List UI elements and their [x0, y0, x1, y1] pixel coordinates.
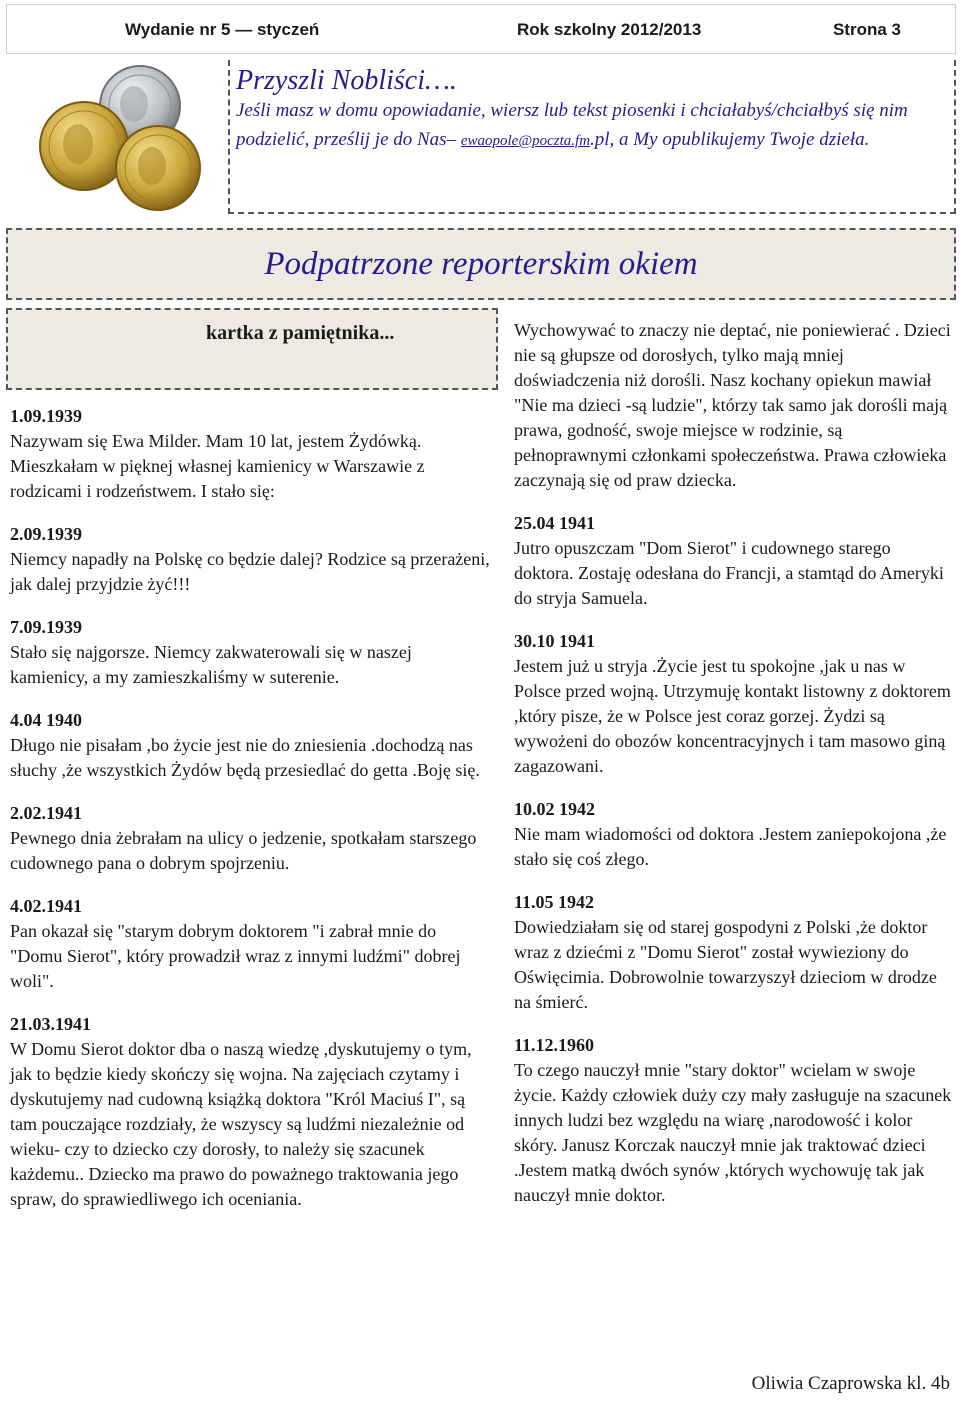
entry-text: Pewnego dnia żebrałam na ulicy o jedzenie, spotkałam starszego cudownego pana o dobrym spojrzeniu.	[10, 828, 477, 873]
diary-entry	[514, 318, 954, 493]
entry-text: Nazywam się Ewa Milder. Mam 10 lat, jestem Żydówką. Mieszkałam w pięknej własnej kamienicy w Warszawie z rodzicami i rodzeństwem. I stało się:	[10, 431, 425, 501]
email-link[interactable]: ewaopole@poczta.fm	[460, 133, 591, 149]
diary-header-box	[6, 308, 498, 390]
section-title: Podpatrzone reporterskim okiem	[264, 246, 698, 282]
entry-date: 4.02.1941	[10, 896, 82, 916]
nobel-text-end: .pl, a My opublikujemy Twoje dzieła.	[590, 129, 870, 150]
diary-entry	[514, 1033, 954, 1208]
entry-date: 21.03.1941	[10, 1014, 91, 1034]
diary-entry	[10, 801, 490, 876]
diary-entry	[514, 511, 954, 611]
entry-date: 30.10 1941	[514, 631, 595, 651]
entry-date: 7.09.1939	[10, 617, 82, 637]
entry-date: 1.09.1939	[10, 406, 82, 426]
diary-entry	[10, 894, 490, 994]
diary-header-title: kartka z pamiętnika...	[206, 322, 395, 344]
entry-text: Jutro opuszczam "Dom Sierot" i cudownego starego doktora. Zostaję odesłana do Francji, a stamtąd do Ameryki do stryja Samuela.	[514, 538, 944, 608]
diary-entry	[10, 708, 490, 783]
nobel-title: Przyszli Nobliści….	[236, 65, 457, 96]
entry-date: 4.04 1940	[10, 710, 82, 730]
article-author: Oliwia Czaprowska kl. 4b	[751, 1373, 950, 1394]
entry-text: W Domu Sierot doktor dba o naszą wiedzę ,dyskutujemy o tym, jak to będzie kiedy skończy się wojna. Na zajęciach czytamy i dyskutujemy nad cudowną książką doktora "Król Maciuś I", są tam pouczające rozdziały, że wszyscy są ludźmi niezależnie od wieku- czy to dziecko czy dorosły, to należy się szacunek każdemu.. Dziecko ma prawo do poważnego traktowania jego spraw, do sprawiedliwego ich oceniania.	[10, 1039, 472, 1209]
diary-entry	[514, 629, 954, 779]
entry-text: Wychowywać to znaczy nie deptać, nie poniewierać . Dzieci nie są głupsze od dorosłych, tylko mają mniej doświadczenia niż dorośli. Nasz kochany opiekun mawiał "Nie ma dzieci -są ludzie", którzy tak samo jak dorośli mają prawa, godność, swoje miejsce w rodzinie, są pełnoprawnymi członkami społeczeństwa. Prawa człowieka zaczynają się od praw dziecka.	[514, 320, 951, 490]
issue-label: Wydanie nr 5 — styczeń	[125, 20, 320, 39]
nobel-medals-icon	[22, 64, 218, 214]
entry-date: 25.04 1941	[514, 513, 595, 533]
entry-date: 10.02 1942	[514, 799, 595, 819]
diary-entry	[514, 890, 954, 1015]
entry-text: Pan okazał się "starym dobrym doktorem "i zabrał mnie do "Domu Sierot", który prowadził wraz z innymi ludźmi" dobrej woli".	[10, 921, 461, 991]
diary-entry	[514, 797, 954, 872]
entry-text: Dowiedziałam się od starej gospodyni z Polski ,że doktor wraz z dziećmi z "Domu Sierot" został wywieziony do Oświęcimia. Dobrowolnie towarzyszył dzieciom w drodze na śmierć.	[514, 917, 937, 1012]
nobel-announcement	[228, 60, 956, 214]
right-column	[514, 318, 954, 1226]
nobel-text	[236, 96, 948, 156]
nobel-text-start: Jeśli masz w domu opowiadanie, wiersz lub tekst piosenki i chciałabyś/chciałbyś się nim podzielić, prześlij je do Nas–	[236, 100, 908, 150]
entry-date: 2.02.1941	[10, 803, 82, 823]
diary-entry	[10, 404, 490, 504]
entry-date: 11.12.1960	[514, 1035, 595, 1055]
diary-entry	[10, 1012, 490, 1212]
entry-text: Jestem już u stryja .Życie jest tu spokojne ,jak u nas w Polsce przed wojną. Utrzymuję kontakt listowny z doktorem ,który pisze, że w Polsce jest coraz gorzej. Żydzi są wywożeni do obozów koncentracyjnych i tam masowo giną zagazowani.	[514, 656, 951, 776]
entry-text: Niemcy napadły na Polskę co będzie dalej? Rodzice są przerażeni, jak dalej przyjdzie żyć!!!	[10, 549, 490, 594]
diary-entry	[10, 522, 490, 597]
school-year-label: Rok szkolny 2012/2013	[517, 20, 702, 39]
entry-date: 2.09.1939	[10, 524, 82, 544]
entry-text: To czego nauczył mnie "stary doktor" wcielam w swoje życie. Każdy człowiek duży czy mały zasługuje na szacunek innych ludzi bez względu na wiarę ,narodowość i kolor skóry. Janusz Korczak nauczył mnie jak traktować dzieci .Jestem matką dwóch synów ,których wychowuję tak jak nauczył mnie doktor.	[514, 1060, 952, 1205]
entry-text: Nie mam wiadomości od doktora .Jestem zaniepokojona ,że stało się coś złego.	[514, 824, 947, 869]
diary-entry	[10, 615, 490, 690]
entry-text: Długo nie pisałam ,bo życie jest nie do zniesienia .dochodzą nas słuchy ,że wszystkich Żydów będą przesiedlać do getta .Boję się.	[10, 735, 480, 780]
entry-text: Stało się najgorsze. Niemcy zakwaterowali się w naszej kamienicy, a my zamieszkaliśmy w suterenie.	[10, 642, 412, 687]
section-banner	[6, 228, 956, 300]
page-number: Strona 3	[832, 20, 901, 39]
page-header	[6, 4, 956, 54]
entry-date: 11.05 1942	[514, 892, 595, 912]
left-column	[10, 404, 490, 1230]
